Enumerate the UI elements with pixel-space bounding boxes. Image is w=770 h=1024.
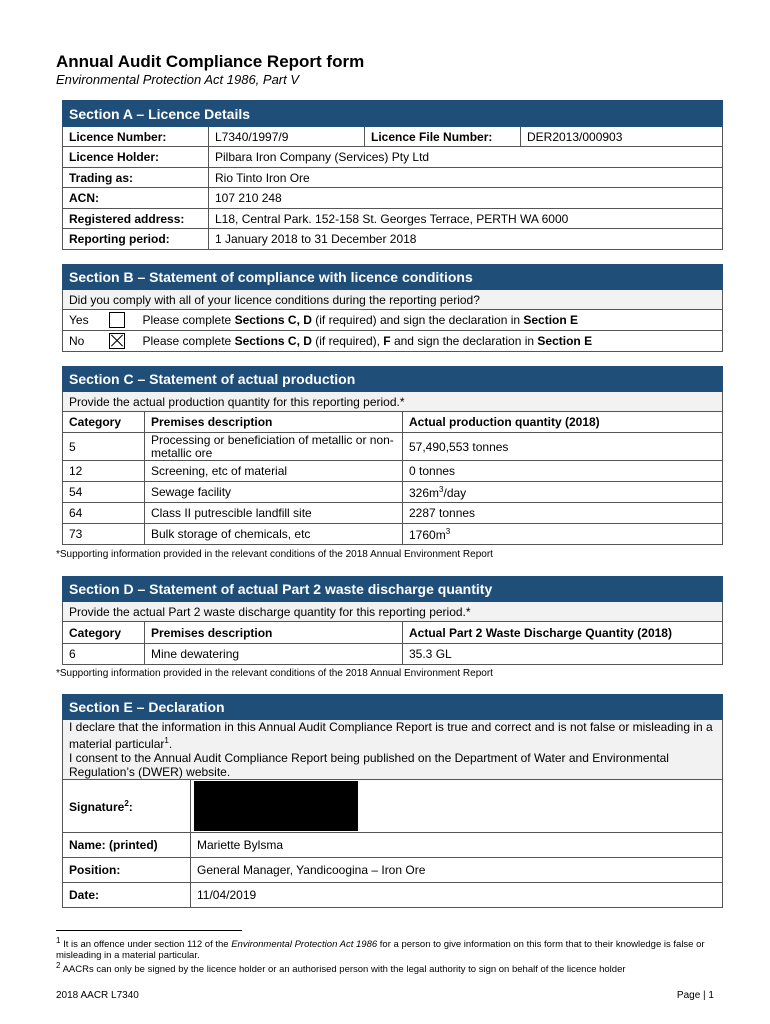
page-subtitle: Environmental Protection Act 1986, Part V [56,72,300,87]
footer-page-number: Page | 1 [676,990,714,1001]
footnote-2: $^2$ AACRs can only be signed by the licence holder or an authorised person with the legal authority to sign on behalf of the licence holder [56,961,626,976]
yes-instruction: Please complete Sections C, D (if required) and sign the declaration in Section E [137,310,723,331]
declaration-text: I declare that the information in this Annual Audit Compliance Report is true and correct and is not false or misleading in a material particular$^1$. I consent to the Annual Audit Compliance Report being published on the Department of Water and Environmental Regulation’s (DWER) website. [63,720,723,780]
trading-as-value: Rio Tinto Iron Ore [209,168,723,188]
licence-file-label: Licence File Number: [365,127,521,147]
licence-number-label: Licence Number: [63,127,209,147]
reporting-period-label: Reporting period: [63,229,209,250]
section-c-table [62,366,723,545]
licence-holder-label: Licence Holder: [63,147,209,168]
table-row: 12 Screening, etc of material 0 tonnes [63,461,723,482]
yes-label: Yes [63,310,103,331]
licence-file-value: DER2013/000903 [521,127,723,147]
redacted-signature [194,781,358,831]
section-d-table [62,576,723,665]
acn-value: 107 210 248 [209,188,723,209]
no-checkbox-checked[interactable] [109,333,125,349]
col-production-quantity: Actual production quantity (2018) [403,412,723,433]
name-label: Name: (printed) [63,833,191,858]
name-value[interactable]: Mariette Bylsma [191,833,723,858]
page-title: Annual Audit Compliance Report form [56,52,365,71]
acn-label: ACN: [63,188,209,209]
section-a-heading: Section A – Licence Details [63,101,723,127]
production-instruction: Provide the actual production quantity for this reporting period.* [63,392,723,412]
reporting-period-value: 1 January 2018 to 31 December 2018 [209,229,723,250]
col-premises: Premises description [145,622,403,644]
section-a-table [62,100,723,250]
table-row: 73 Bulk storage of chemicals, etc $1760m^3$ [63,524,723,545]
table-row: 64 Class II putrescible landfill site 2287 tonnes [63,503,723,524]
no-instruction: Please complete Sections C, D (if required), F and sign the declaration in Section E [137,331,723,352]
footnote-divider [56,930,242,931]
footer-document-id: 2018 AACR L7340 [56,990,139,1001]
registered-address-value: L18, Central Park. 152-158 St. Georges Terrace, PERTH WA 6000 [209,209,723,229]
date-value[interactable]: 11/04/2019 [191,883,723,908]
no-label: No [63,331,103,352]
table-row: 5 Processing or beneficiation of metallic or non-metallic ore 57,490,553 tonnes [63,433,723,461]
col-premises: Premises description [145,412,403,433]
discharge-instruction: Provide the actual Part 2 waste discharge quantity for this reporting period.* [63,602,723,622]
section-d-note: *Supporting information provided in the relevant conditions of the 2018 Annual Environment Report [56,668,493,679]
position-value[interactable]: General Manager, Yandicoogina – Iron Ore [191,858,723,883]
yes-checkbox[interactable] [109,312,125,328]
col-category: Category [63,412,145,433]
trading-as-label: Trading as: [63,168,209,188]
licence-holder-value: Pilbara Iron Company (Services) Pty Ltd [209,147,723,168]
signature-label: Signature$^2$: [63,780,191,833]
registered-address-label: Registered address: [63,209,209,229]
section-b-heading: Section B – Statement of compliance with licence conditions [63,265,723,290]
table-row: 54 Sewage facility $326m^3$/day [63,482,723,503]
section-c-note: *Supporting information provided in the relevant conditions of the 2018 Annual Environment Report [56,549,493,560]
signature-field[interactable] [191,780,723,833]
footnote-1: $^1$ It is an offence under section 112 of the Environmental Protection Act 1986 for a person to give information on this form that to their knowledge is false or misleading in a material particular. [56,936,705,962]
section-e-table [62,694,723,908]
compliance-question: Did you comply with all of your licence conditions during the reporting period? [63,290,723,310]
section-c-heading: Section C – Statement of actual production [63,367,723,392]
section-e-heading: Section E – Declaration [63,695,723,720]
licence-number-value: L7340/1997/9 [209,127,365,147]
col-category: Category [63,622,145,644]
section-b-table [62,264,723,352]
section-d-heading: Section D – Statement of actual Part 2 waste discharge quantity [63,577,723,602]
col-discharge-quantity: Actual Part 2 Waste Discharge Quantity (2018) [403,622,723,644]
date-label: Date: [63,883,191,908]
table-row: 6 Mine dewatering 35.3 GL [63,644,723,665]
position-label: Position: [63,858,191,883]
